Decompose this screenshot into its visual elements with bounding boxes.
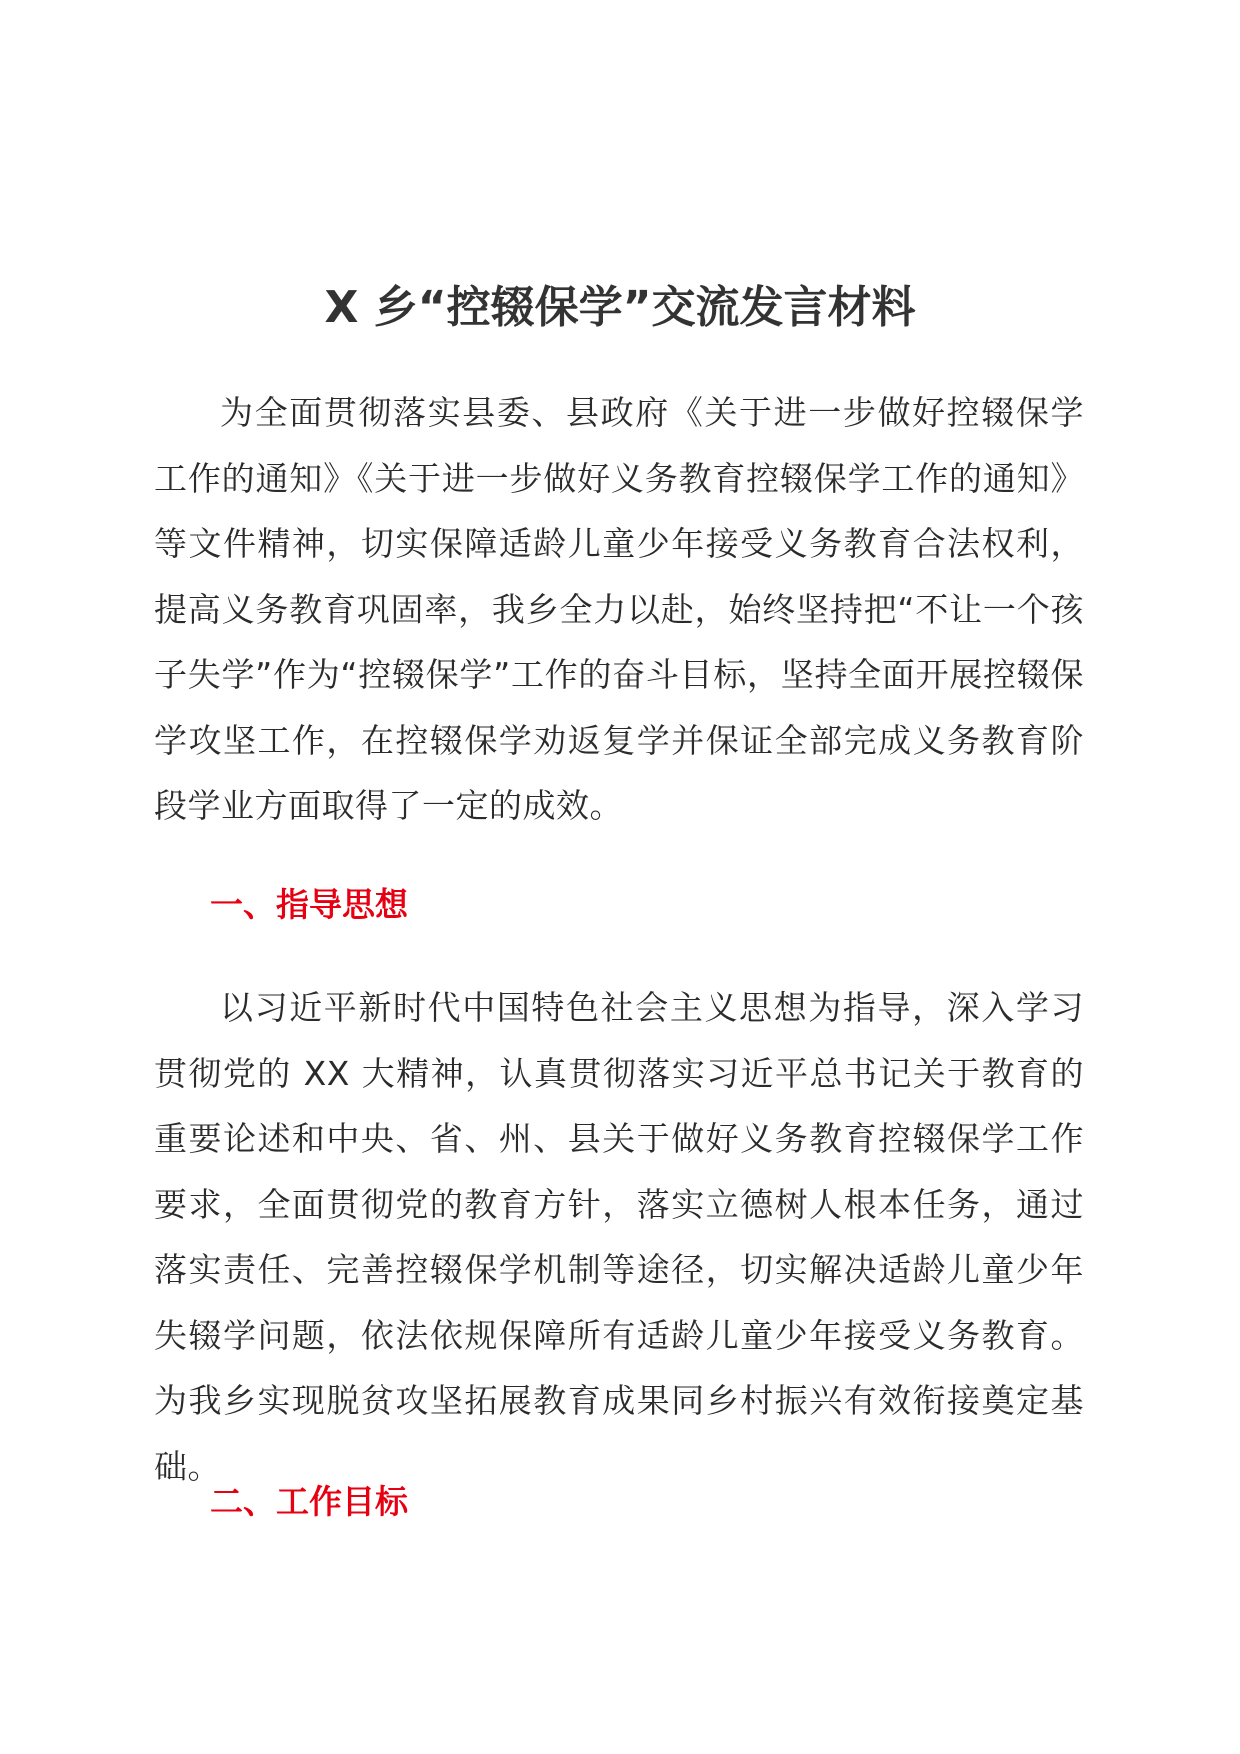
guiding-ideology-paragraph: 以习近平新时代中国特色社会主义思想为指导，深入学习贯彻党的 XX 大精神，认真贯彻落实习近平总书记关于教育的重要论述和中央、省、州、县关于做好义务教育控辍保学工作要求，全面贯彻党的教育方针，落实立德树人根本任务，通过落实责任、完善控辍保学机制等途径，切实解决适龄儿童少年失辍学问题，依法依规保障所有适龄儿童少年接受义务教育。为我乡实现脱贫攻坚拓展教育成果同乡村振兴有效衔接奠定基础。	[154, 988, 1084, 1486]
document-title: X 乡“控辍保学”交流发言材料	[324, 282, 916, 333]
section-heading-work-goals: 二、工作目标	[210, 1482, 408, 1521]
intro-paragraph: 为全面贯彻落实县委、县政府《关于进一步做好控辍保学工作的通知》《关于进一步做好义务教育控辍保学工作的通知》等文件精神，切实保障适龄儿童少年接受义务教育合法权利，提高义务教育巩固率，我乡全力以赴，始终坚持把“不让一个孩子失学”作为“控辍保学”工作的奋斗目标，坚持全面开展控辍保学攻坚工作，在控辍保学劝返复学并保证全部完成义务教育阶段学业方面取得了一定的成效。	[154, 393, 1084, 825]
section-heading-guiding-ideology: 一、指导思想	[210, 885, 408, 924]
